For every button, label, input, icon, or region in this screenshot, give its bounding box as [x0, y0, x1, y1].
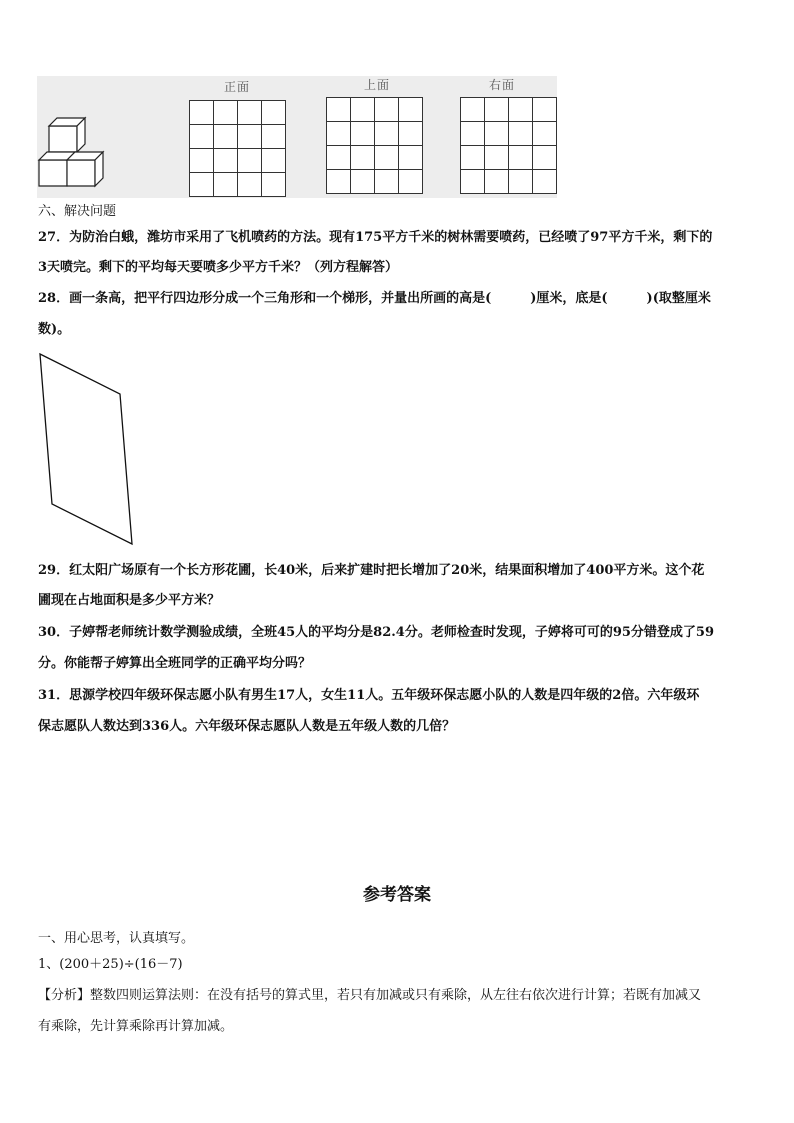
front-view-grid: [189, 100, 286, 197]
question-30-line-2: 分。你能帮子婷算出全班同学的正确平均分吗？: [38, 656, 312, 671]
cube-stack-figure: [37, 110, 107, 192]
top-view-label: 上面: [364, 78, 391, 92]
top-view-grid: [326, 97, 423, 194]
question-29-line-1: 29．红太阳广场原有一个长方形花圃，长40米，后来扩建时把长增加了20米，结果面积增加了400平方米。这个花: [38, 563, 705, 578]
analysis-line-2: 有乘除，先计算乘除再计算加减。: [38, 1019, 234, 1034]
question-31-line-1: 31．思源学校四年级环保志愿小队有男生17人，女生11人。五年级环保志愿小队的人数是四年级的2倍。六年级环: [38, 688, 700, 703]
question-27-line-1: 27．为防治白蛾，潍坊市采用了飞机喷药的方法。现有175平方千米的树林需要喷药，已经喷了97平方千米，剩下的: [38, 230, 713, 245]
answers-part-one-title: 一、用心思考，认真填写。: [38, 931, 195, 946]
answers-title: 参考答案: [363, 885, 431, 905]
right-view-label: 右面: [489, 78, 516, 92]
answer-1: 1、(200＋25)÷(16－7): [38, 957, 183, 972]
question-29-line-2: 圃现在占地面积是多少平方米？: [38, 593, 221, 608]
question-28-line-1: 28．画一条高，把平行四边形分成一个三角形和一个梯形，并量出所画的高是( )厘米，底是( )(取整厘米: [38, 291, 711, 306]
section-six-title: 六、解决问题: [38, 204, 117, 219]
question-27-line-2: 3天喷完。剩下的平均每天要喷多少平方千米？（列方程解答）: [38, 260, 399, 275]
question-31-line-2: 保志愿队人数达到336人。六年级环保志愿队人数是五年级人数的几倍？: [38, 719, 456, 734]
analysis-line-1: 【分析】整数四则运算法则：在没有括号的算式里，若只有加减或只有乘除，从左往右依次进行计算；若既有加减又: [38, 988, 702, 1003]
question-30-line-1: 30．子婷帮老师统计数学测验成绩，全班45人的平均分是82.4分。老师检查时发现，子婷将可可的95分错登成了59: [38, 625, 715, 640]
front-view-label: 正面: [224, 80, 251, 94]
right-view-grid: [460, 97, 557, 194]
parallelogram-figure: [36, 350, 136, 548]
question-28-line-2: 数)。: [38, 322, 71, 337]
